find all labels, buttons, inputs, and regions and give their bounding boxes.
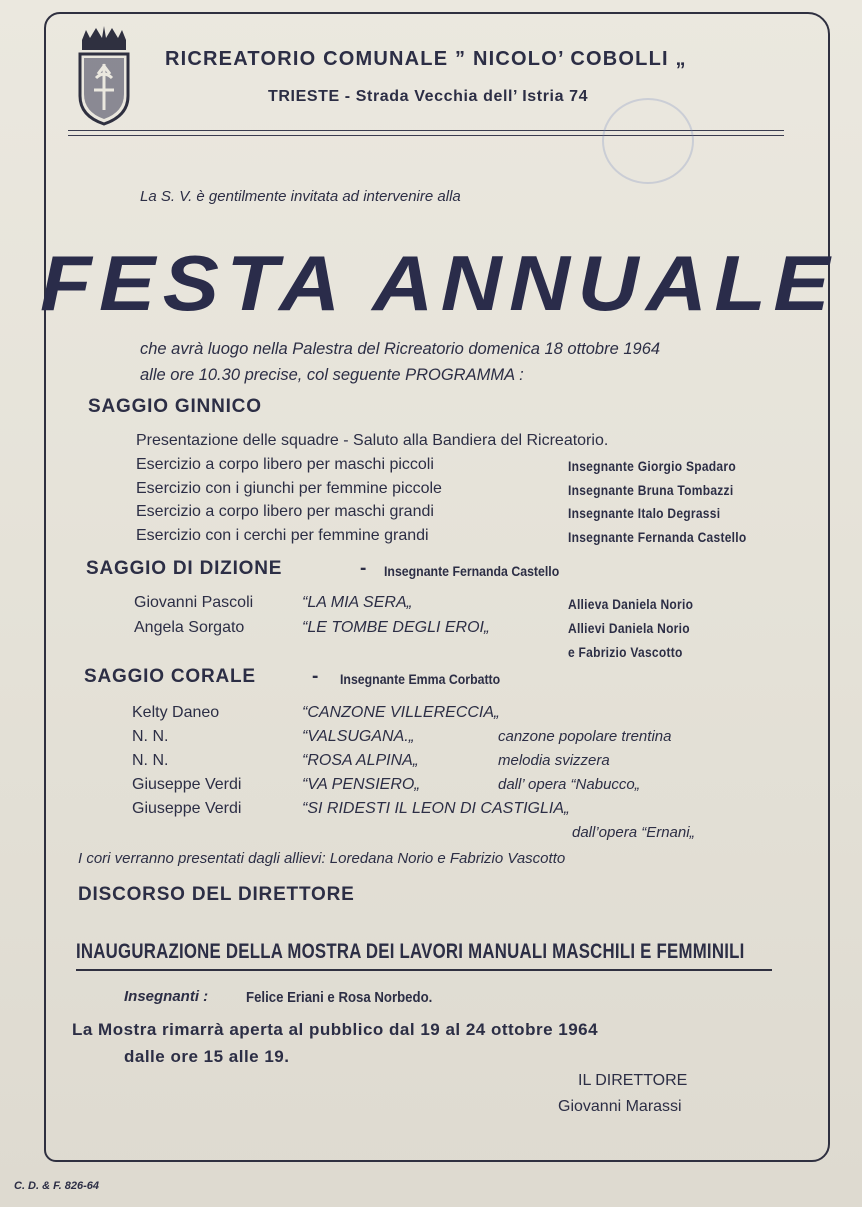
corale-author: Kelty Daneo xyxy=(132,704,220,721)
signature-role: IL DIRETTORE xyxy=(578,1072,688,1089)
exhibition-dates: La Mostra rimarrà aperta al pubblico dal 19 al 24 ottobre 1964 xyxy=(72,1020,599,1039)
event-title: FESTA ANNUALE xyxy=(40,239,838,327)
corale-song: “VALSUGANA.„ xyxy=(302,728,415,745)
print-code: C. D. & F. 826-64 xyxy=(14,1180,99,1192)
corale-song: “VA PENSIERO„ xyxy=(302,776,420,793)
ginnico-teacher: Insegnante Giorgio Spadaro xyxy=(568,458,736,474)
exhibition-underline xyxy=(76,969,772,971)
city-crest-icon xyxy=(76,26,132,126)
exhibition-heading: INAUGURAZIONE DELLA MOSTRA DEI LAVORI MANUALI MASCHILI E FEMMINILI xyxy=(76,940,745,963)
ginnico-teacher: Insegnante Bruna Tombazzi xyxy=(568,482,734,498)
ginnico-teacher: Insegnante Fernanda Castello xyxy=(568,529,747,545)
corale-note-extra: dall’opera “Ernani„ xyxy=(572,824,695,841)
section-heading-ginnico: SAGGIO GINNICO xyxy=(88,396,262,417)
corale-song: “ROSA ALPINA„ xyxy=(302,752,419,769)
corale-note: canzone popolare trentina xyxy=(498,728,672,745)
corale-author: N. N. xyxy=(132,752,169,769)
exhibition-hours: dalle ore 15 alle 19. xyxy=(124,1047,290,1066)
dizione-teacher: Insegnante Fernanda Castello xyxy=(384,563,560,579)
invitation-line: La S. V. è gentilmente invitata ad intervenire alla xyxy=(140,188,461,205)
dizione-poem: “LE TOMBE DEGLI EROI„ xyxy=(302,619,490,636)
faded-stamp-icon xyxy=(602,98,694,184)
section-dash: - xyxy=(312,666,320,687)
corale-author: N. N. xyxy=(132,728,169,745)
corale-author: Giuseppe Verdi xyxy=(132,800,242,817)
corale-song: “CANZONE VILLERECCIA„ xyxy=(302,704,500,721)
ginnico-activity: Esercizio con i giunchi per femmine piccole xyxy=(136,480,442,497)
dizione-student: Allieva Daniela Norio xyxy=(568,596,694,612)
choir-presenters: I cori verranno presentati dagli allievi: Loredana Norio e Fabrizio Vascotto xyxy=(78,850,566,867)
ginnico-activity: Esercizio a corpo libero per maschi piccoli xyxy=(136,456,434,473)
teachers-names: Felice Eriani e Rosa Norbedo. xyxy=(246,989,433,1006)
dizione-author: Angela Sorgato xyxy=(134,619,245,636)
ginnico-presentation: Presentazione delle squadre - Saluto alla Bandiera del Ricreatorio. xyxy=(136,432,609,449)
corale-teacher: Insegnante Emma Corbatto xyxy=(340,671,501,687)
section-heading-discorso: DISCORSO DEL DIRETTORE xyxy=(78,884,355,905)
dizione-student: Allievi Daniela Norio xyxy=(568,620,690,636)
ginnico-activity: Esercizio a corpo libero per maschi grandi xyxy=(136,503,434,520)
organization-address: TRIESTE - Strada Vecchia dell’ Istria 74 xyxy=(268,88,589,105)
corale-author: Giuseppe Verdi xyxy=(132,776,242,793)
section-heading-corale: SAGGIO CORALE xyxy=(84,666,256,687)
ginnico-teacher: Insegnante Italo Degrassi xyxy=(568,505,721,521)
teachers-label: Insegnanti : xyxy=(124,988,209,1005)
section-heading-dizione: SAGGIO DI DIZIONE xyxy=(86,558,283,579)
ginnico-activity: Esercizio con i cerchi per femmine grandi xyxy=(136,527,429,544)
intro-line-2: alle ore 10.30 precise, col seguente PROGRAMMA : xyxy=(140,366,524,384)
dizione-author: Giovanni Pascoli xyxy=(134,594,254,611)
dizione-poem: “LA MIA SERA„ xyxy=(302,594,412,611)
corale-note: dall’ opera “Nabucco„ xyxy=(498,776,640,793)
signature-name: Giovanni Marassi xyxy=(558,1098,682,1115)
dizione-student-extra: e Fabrizio Vascotto xyxy=(568,644,683,660)
corale-song: “SI RIDESTI IL LEON DI CASTIGLIA„ xyxy=(302,800,570,817)
corale-note: melodia svizzera xyxy=(498,752,610,769)
section-dash: - xyxy=(360,558,368,579)
intro-line-1: che avrà luogo nella Palestra del Ricreatorio domenica 18 ottobre 1964 xyxy=(140,340,661,358)
organization-name: RICREATORIO COMUNALE ” NICOLO’ COBOLLI „ xyxy=(165,48,687,70)
